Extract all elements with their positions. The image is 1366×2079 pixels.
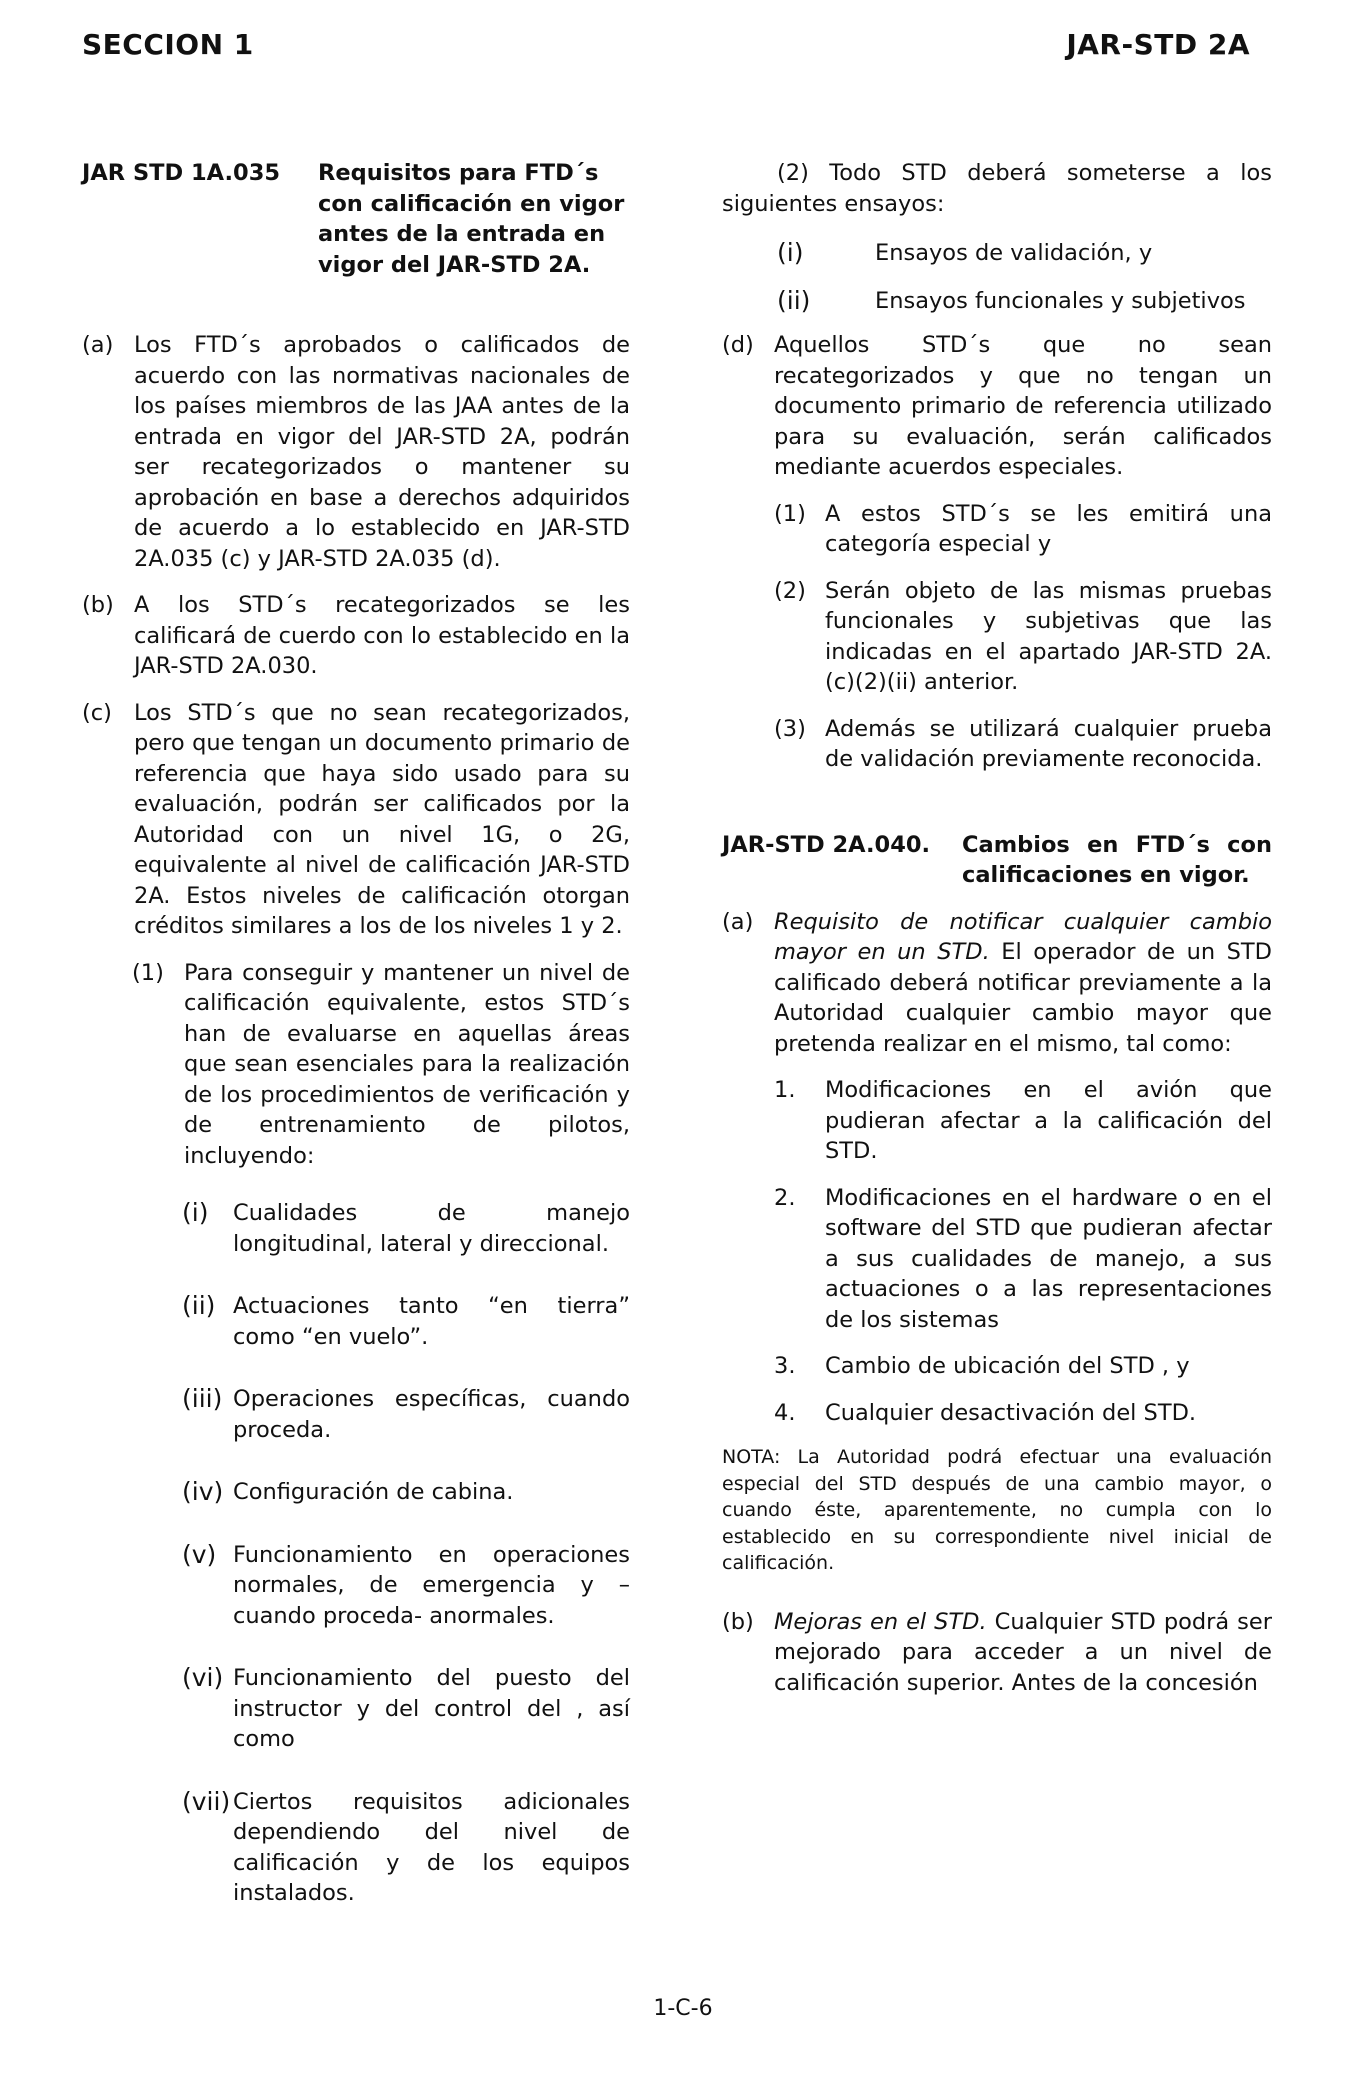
- change-item-text: Modificaciones en el avión que pudieran afectar a la calificación del STD.: [825, 1077, 1272, 1164]
- list-item-text: Configuración de cabina.: [233, 1479, 514, 1505]
- paragraph-a: [82, 330, 630, 574]
- list-item-label: (i): [182, 1198, 209, 1227]
- list-item: [82, 1291, 630, 1352]
- list-item: [82, 1384, 630, 1445]
- subparagraph-d3: [722, 714, 1272, 775]
- paragraph-text: El operador de un STD calificado deberá notificar previamente a la Autoridad cualquier cambio mayor que pretenda realizar en el mismo, tal como:: [774, 939, 1272, 1057]
- list-item-text: Funcionamiento en operaciones normales, de emergencia y –cuando proceda- anormales.: [233, 1541, 630, 1629]
- paragraph-italic-lead: Mejoras en el STD.: [774, 1608, 987, 1635]
- paragraph-040-a: [722, 907, 1272, 1060]
- subparagraph-label: (3): [774, 715, 806, 742]
- change-item-label: 4.: [774, 1399, 796, 1426]
- paragraph-d: [722, 330, 1272, 483]
- paragraph-c: [82, 698, 630, 942]
- subparagraph-label: (2): [774, 577, 806, 604]
- list-item-label: (ii): [182, 1291, 216, 1320]
- right-column: [722, 158, 1272, 1698]
- subparagraph-label: (1): [132, 959, 164, 986]
- section-code: JAR STD 1A.035: [82, 160, 281, 186]
- header-document-code: JAR-STD 2A: [1066, 28, 1250, 61]
- section-heading: Requisitos para FTD´s con calificación en vigor antes de la entrada en vigor del JAR-STD 2A.: [318, 160, 625, 278]
- paragraph-text: Los FTD´s aprobados o calificados de acuerdo con las normativas nacionales de los países miembros de las JAA antes de la entrada en vigor del JAR-STD 2A, podrán ser recategorizados o mantener su aprobación en base a derechos adquiridos de acuerdo a lo establecido en JAR-STD 2A.035 (c) y JAR-STD 2A.035 (d).: [134, 332, 630, 572]
- change-item-label: 1.: [774, 1077, 796, 1103]
- list-item-text: Operaciones específicas, cuando proceda.: [233, 1386, 630, 1443]
- list-item: [82, 1787, 630, 1909]
- list-item: [82, 1477, 630, 1508]
- test-item-label: (ii): [777, 285, 811, 315]
- note-text: NOTA: La Autoridad podrá efectuar una evaluación especial del STD después de una cambio mayor, o cuando éste, aparentemente, no cumpla con lo establecido en su correspondiente nivel inicial de calificación.: [722, 1446, 1272, 1574]
- subparagraph-text: A estos STD´s se les emitirá una categoría especial y: [825, 500, 1272, 557]
- paragraph-b: [82, 590, 630, 682]
- paragraph-italic-lead: Requisito de notificar cualquier cambio mayor en un STD.: [774, 908, 1272, 965]
- list-item-label: (iii): [182, 1384, 223, 1413]
- paragraph-label: (d): [722, 332, 754, 358]
- section-title-035: [82, 158, 630, 280]
- list-item: [82, 1663, 630, 1755]
- paragraph-c2: (2) Todo STD deberá someterse a los siguientes ensayos:: [722, 160, 1272, 217]
- list-item: [82, 1540, 630, 1632]
- subparagraph-text: Además se utilizará cualquier prueba de validación previamente reconocida.: [825, 715, 1272, 772]
- section-title-040: [722, 830, 1272, 891]
- change-item: [722, 1398, 1272, 1429]
- list-item-label: (v): [182, 1539, 217, 1569]
- change-item-label: 3.: [774, 1353, 796, 1379]
- left-column: [82, 158, 630, 1909]
- change-item: [722, 1183, 1272, 1336]
- list-item-label: (iv): [182, 1477, 224, 1506]
- test-item-text: Ensayos funcionales y subjetivos: [875, 287, 1246, 314]
- paragraph-label: (c): [82, 699, 112, 726]
- section-heading: Cambios en FTD´s con calificaciones en vigor.: [962, 831, 1272, 888]
- page-number: 1-C-6: [653, 1996, 713, 2021]
- test-item-label: (i): [777, 238, 804, 267]
- paragraph-label: (b): [722, 1608, 754, 1635]
- change-item-text: Cualquier desactivación del STD.: [825, 1399, 1197, 1426]
- subparagraph-c1: [82, 958, 630, 1172]
- change-item: [722, 1075, 1272, 1167]
- list-item-label: (vii): [182, 1786, 231, 1816]
- subparagraph-label: (1): [774, 500, 806, 527]
- change-item: [722, 1351, 1272, 1382]
- paragraph-label: (b): [82, 592, 114, 618]
- paragraph-label: (a): [82, 332, 114, 358]
- section-code: JAR-STD 2A.040.: [722, 831, 931, 858]
- subparagraph-d1: [722, 499, 1272, 560]
- change-item-text: Modificaciones en el hardware o en el software del STD que pudieran afectar a sus cualidades de manejo, a sus actuaciones o a las representaciones de los sistemas: [825, 1184, 1272, 1333]
- paragraph-text: Cualquier STD podrá ser mejorado para acceder a un nivel de calificación superior. Antes de la concesión: [774, 1608, 1272, 1696]
- subparagraph-text: Para conseguir y mantener un nivel de calificación equivalente, estos STD´s han de evaluarse en aquellas áreas que sean esenciales para la realización de los procedimientos de verificación y de entrenamiento de pilotos, incluyendo:: [184, 959, 630, 1169]
- subparagraph-text: Serán objeto de las mismas pruebas funcionales y subjetivas que las indicadas en el apartado JAR-STD 2A. (c)(2)(ii) anterior.: [825, 577, 1272, 695]
- test-item: [722, 286, 1272, 317]
- paragraph-label: (a): [722, 908, 754, 935]
- change-item-label: 2.: [774, 1184, 796, 1211]
- list-item-text: Cualidades de manejo longitudinal, lateral y direccional.: [233, 1200, 630, 1257]
- list-item-text: Actuaciones tanto “en tierra” como “en vuelo”.: [233, 1293, 630, 1350]
- change-item-text: Cambio de ubicación del STD , y: [825, 1353, 1190, 1379]
- paragraph-text: Los STD´s que no sean recategorizados, pero que tengan un documento primario de referencia que haya sido usado para su evaluación, podrán ser calificados por la Autoridad con un nivel 1G, o 2G, equivalente al nivel de calificación JAR-STD 2A. Estos niveles de calificación otorgan créditos similares a los de los niveles 1 y 2.: [134, 699, 630, 939]
- list-item-text: Funcionamiento del puesto del instructor y del control del , así como: [233, 1665, 630, 1752]
- subparagraph-d2: [722, 576, 1272, 698]
- list-item-label: (vi): [182, 1663, 224, 1692]
- header-section-label: SECCION 1: [82, 28, 254, 61]
- list-item: [82, 1198, 630, 1259]
- paragraph-text: A los STD´s recategorizados se les calificará de cuerdo con lo establecido en la JAR-STD 2A.030.: [134, 592, 630, 679]
- list-item-text: Ciertos requisitos adicionales dependiendo del nivel de calificación y de los equipos instalados.: [233, 1788, 630, 1906]
- test-item: [722, 238, 1272, 269]
- paragraph-040-b: [722, 1607, 1272, 1699]
- test-item-text: Ensayos de validación, y: [875, 240, 1153, 266]
- paragraph-text: Aquellos STD´s que no sean recategorizados y que no tengan un documento primario de referencia utilizado para su evaluación, serán calificados mediante acuerdos especiales.: [774, 332, 1272, 480]
